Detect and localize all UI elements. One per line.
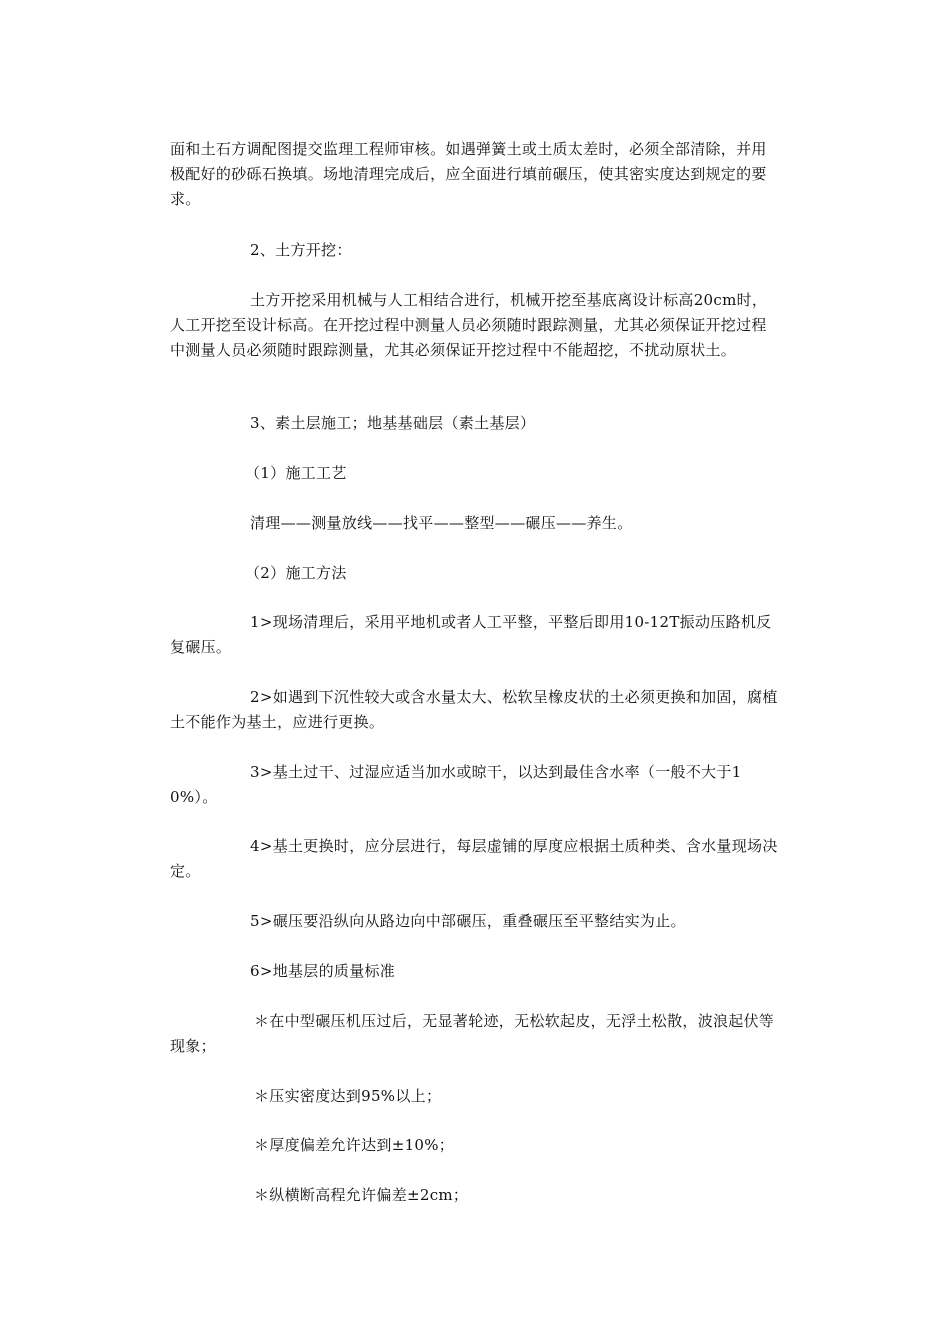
paragraph-step-1: 1>现场清理后，采用平地机或者人工平整，平整后即用10-12T振动压路机反复碾压。 [170,613,772,656]
paragraph-quality-standard-1: ＊在中型碾压机压过后，无显著轮迹，无松软起皮，无浮土松散，波浪起伏等现象； [170,1012,775,1055]
paragraph-quality-standard-3: ＊厚度偏差允许达到±10%； [254,1136,455,1154]
paragraph-quality-standard-2: ＊压实密度达到95%以上； [254,1087,442,1105]
paragraph-process-steps: 清理——测量放线——找平——整型——碾压——养生。 [250,514,633,532]
heading-construction-process: （1）施工工艺 [245,464,347,482]
heading-plain-soil-layer: 3、素土层施工；地基基础层（素土基层） [250,414,536,432]
paragraph-step-6-heading: 6>地基层的质量标准 [250,962,396,980]
paragraph-excavation-method: 土方开挖采用机械与人工相结合进行，机械开挖至基底离设计标高20cm时，人工开挖至设计标高。在开挖过程中测量人员必须随时跟踪测量，尤其必须保证开挖过程中测量人员必须随时跟踪测量，尤其必须保证开挖过程中不能超挖，不扰动原状土。 [170,291,768,359]
heading-earth-excavation: 2、土方开挖： [250,241,352,259]
paragraph-step-2: 2>如遇到下沉性较大或含水量太大、松软呈橡皮状的土必须更换和加固，腐植土不能作为基土，应进行更换。 [170,688,778,731]
heading-construction-method: （2）施工方法 [245,564,347,582]
paragraph-step-3: 3>基土过干、过湿应适当加水或晾干，以达到最佳含水率（一般不大于10%）。 [170,763,742,806]
paragraph-step-5: 5>碾压要沿纵向从路边向中部碾压，重叠碾压至平整结实为止。 [250,912,686,930]
paragraph-step-4: 4>基土更换时，应分层进行，每层虚铺的厚度应根据土质种类、含水量现场决定。 [170,837,778,880]
paragraph-site-clearing: 面和土石方调配图提交监理工程师审核。如遇弹簧土或土质太差时，必须全部清除，并用极配好的砂砾石换填。场地清理完成后，应全面进行填前碾压，使其密实度达到规定的要求。 [170,140,767,208]
paragraph-quality-standard-4: ＊纵横断高程允许偏差±2cm； [254,1186,469,1204]
